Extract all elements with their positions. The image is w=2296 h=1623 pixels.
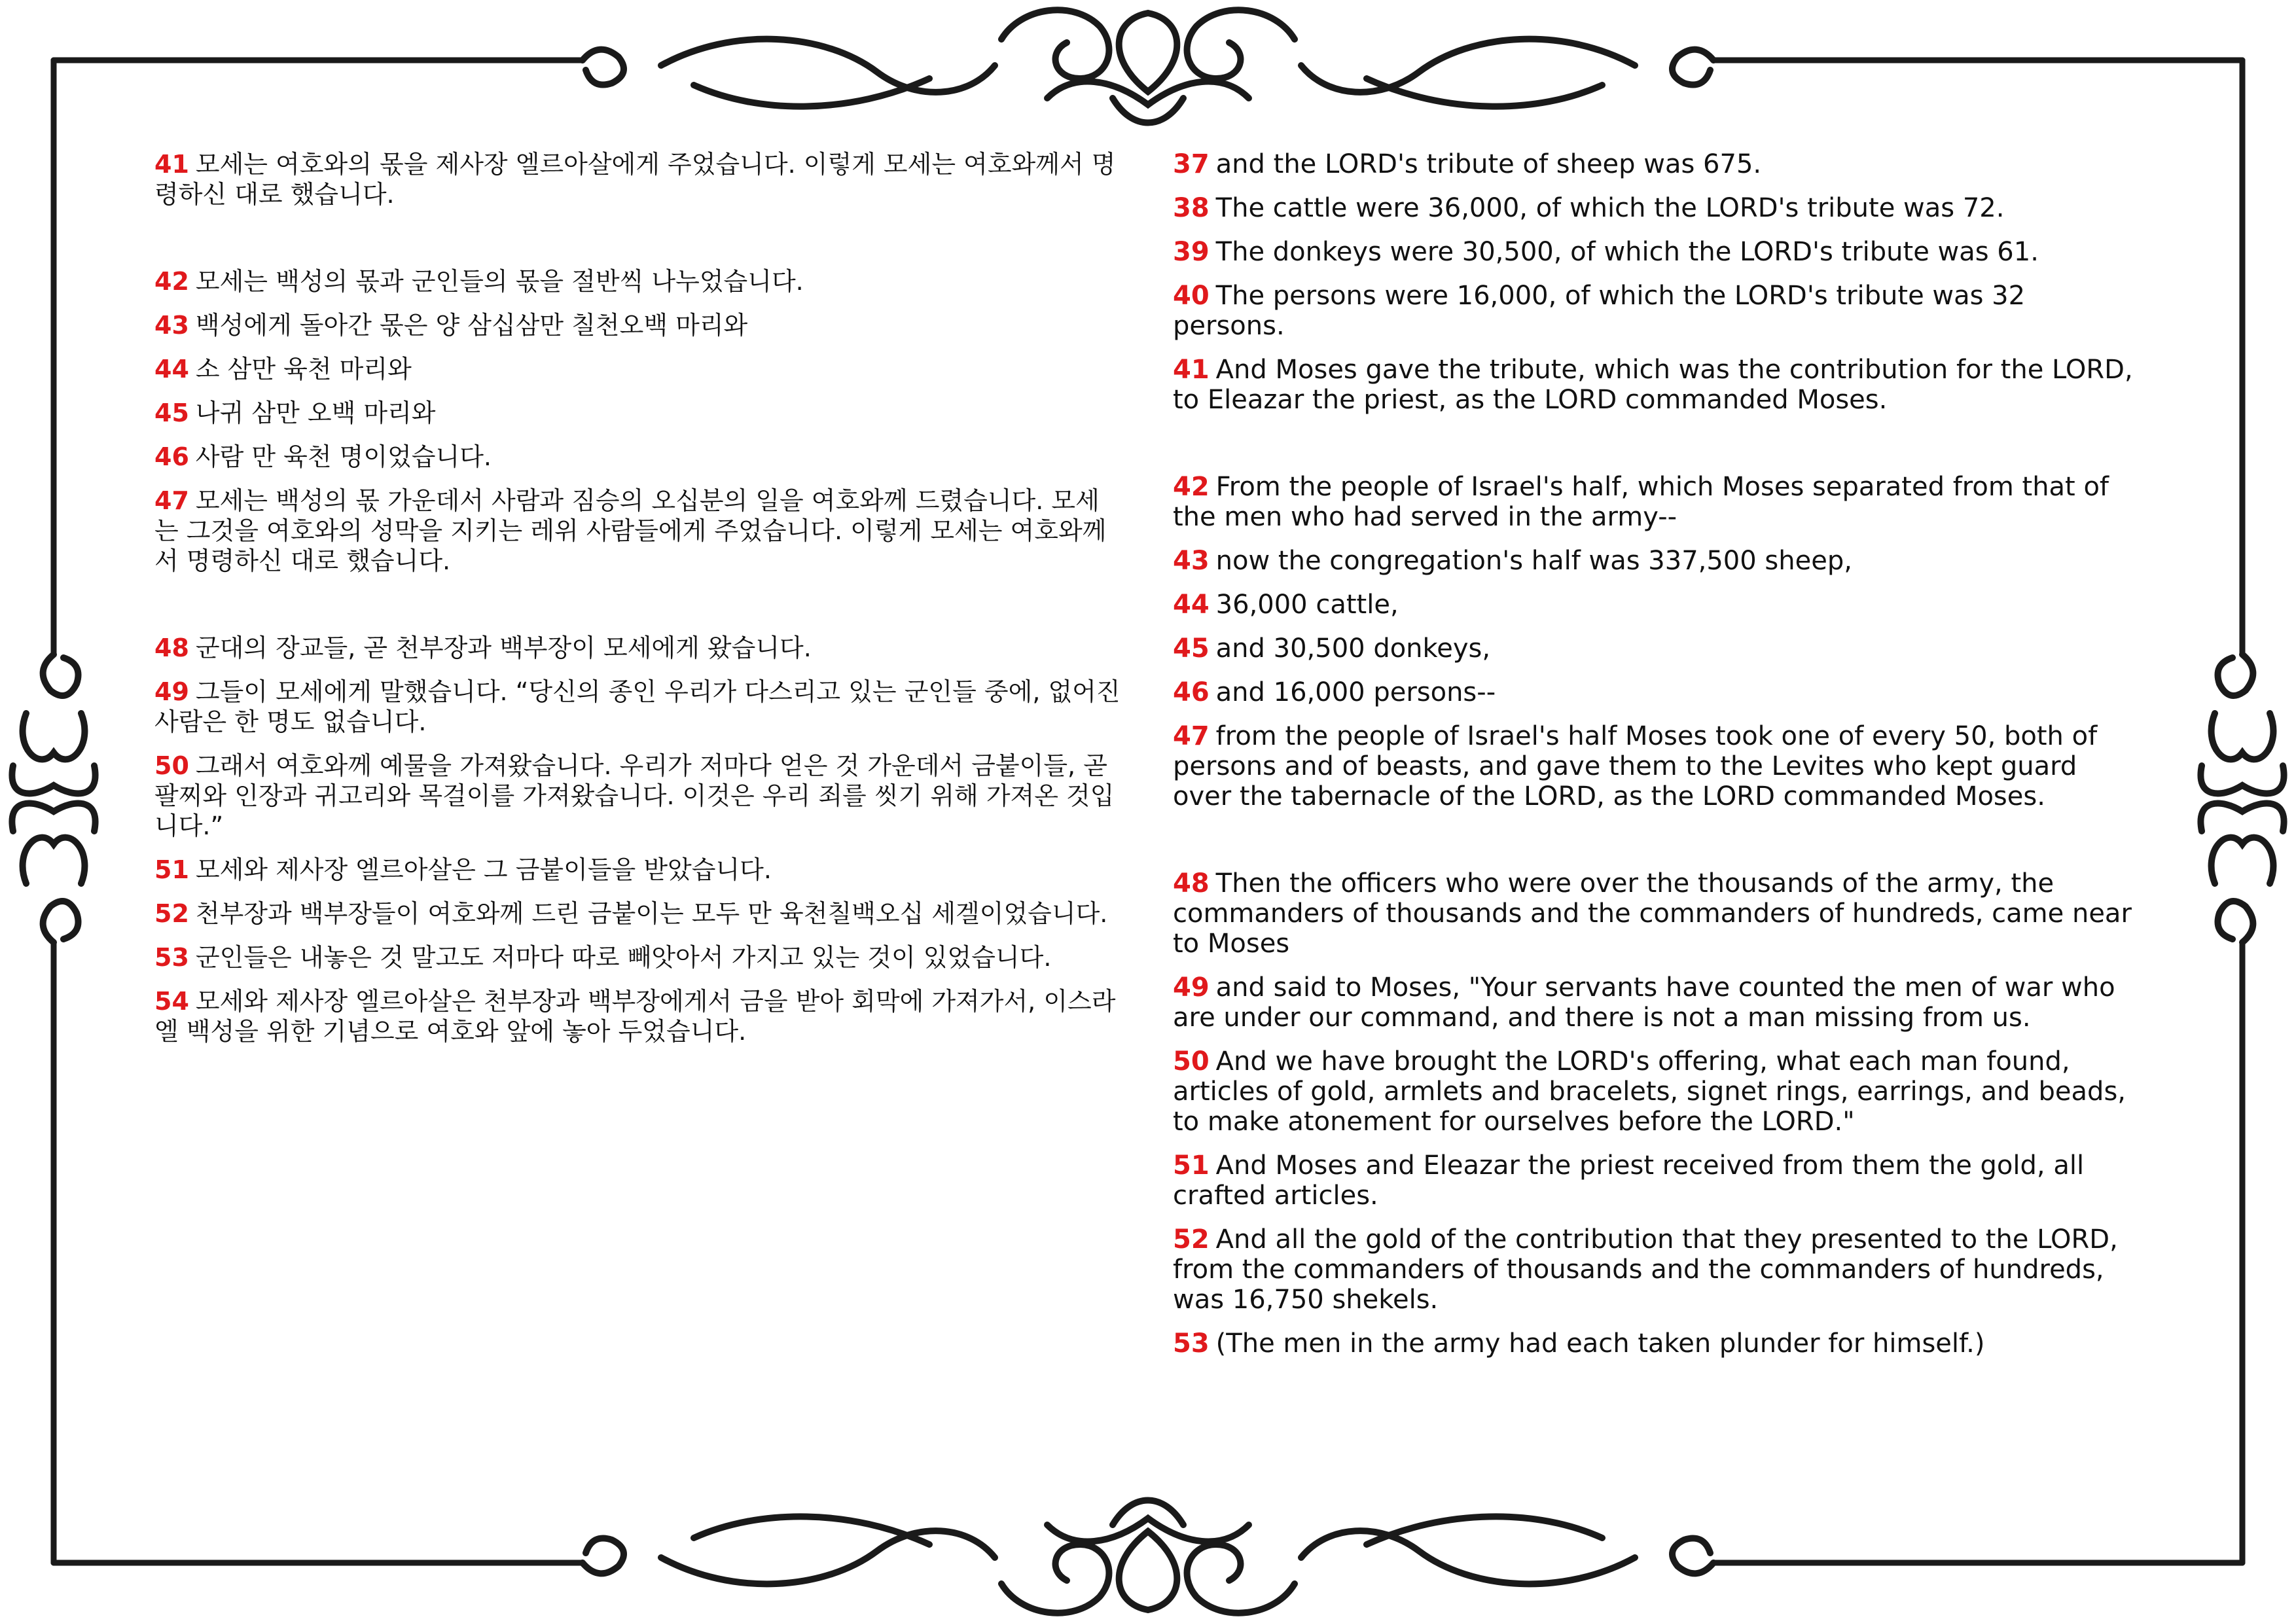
verse-ko-52 xyxy=(154,899,1123,929)
verse-en-51 xyxy=(1173,1150,2142,1211)
verse-text: 그래서 여호와께 예물을 가져왔습니다. 우리가 저마다 얻은 것 가운데서 금붙이들, 곧 팔찌와 인장과 귀고리와 목걸이를 가져왔습니다. 이것은 우리 죄를 씻기 위해 가져온 것입니다.” xyxy=(154,751,1115,840)
verse-number: 38 xyxy=(1173,193,1210,223)
korean-column xyxy=(154,149,1123,1060)
verse-text: 군대의 장교들, 곧 천부장과 백부장이 모세에게 왔습니다. xyxy=(195,633,812,662)
verse-ko-44 xyxy=(154,354,1123,384)
verse-text: 그들이 모세에게 말했습니다. “당신의 종인 우리가 다스리고 있는 군인들 중에, 없어진 사람은 한 명도 없습니다. xyxy=(154,677,1121,736)
verse-number: 47 xyxy=(1173,721,1210,751)
verse-number: 48 xyxy=(154,633,189,662)
verse-ko-53 xyxy=(154,942,1123,972)
english-column xyxy=(1173,149,2142,1372)
verse-text: from the people of Israel's half Moses took one of every 50, both of persons and of beasts, and gave them to the Levites who kept guard over the tabernacle of the LORD, as the LORD commanded Moses. xyxy=(1173,721,2098,812)
verse-number: 40 xyxy=(1173,281,1210,311)
verse-text: The cattle were 36,000, of which the LORD's tribute was 72. xyxy=(1215,193,2005,223)
verse-text: 모세와 제사장 엘르아살은 천부장과 백부장에게서 금을 받아 회막에 가져가서, 이스라엘 백성을 위한 기념으로 여호와 앞에 놓아 두었습니다. xyxy=(154,987,1116,1046)
verse-text: And Moses gave the tribute, which was the contribution for the LORD, to Eleazar the priest, as the LORD commanded Moses. xyxy=(1173,355,2133,415)
verse-ko-48 xyxy=(154,633,1123,663)
verse-ko-51 xyxy=(154,855,1123,885)
verse-text: From the people of Israel's half, which Moses separated from that of the men who had served in the army-- xyxy=(1173,472,2109,532)
verse-text: 천부장과 백부장들이 여호와께 드린 금붙이는 모두 만 육천칠백오십 세겔이었습니다. xyxy=(195,899,1108,928)
verse-number: 42 xyxy=(154,267,189,296)
verse-en-42 xyxy=(1173,472,2142,532)
verse-en-38 xyxy=(1173,193,2142,223)
verse-en-46 xyxy=(1173,677,2142,707)
verse-text: and said to Moses, "Your servants have counted the men of war who are under our command, and there is not a man missing from us. xyxy=(1173,972,2115,1033)
verse-text: And Moses and Eleazar the priest received from them the gold, all crafted articles. xyxy=(1173,1150,2085,1211)
verse-text: 모세와 제사장 엘르아살은 그 금붙이들을 받았습니다. xyxy=(195,855,772,884)
verse-en-43 xyxy=(1173,546,2142,576)
top-flourish xyxy=(583,10,1713,122)
verse-en-49 xyxy=(1173,972,2142,1033)
verse-number: 50 xyxy=(154,751,189,780)
verse-text: 소 삼만 육천 마리와 xyxy=(195,355,412,383)
verse-number: 53 xyxy=(154,943,189,972)
verse-text: 사람 만 육천 명이었습니다. xyxy=(195,442,492,471)
verse-ko-41 xyxy=(154,149,1123,209)
verse-en-37 xyxy=(1173,149,2142,179)
verse-en-48 xyxy=(1173,868,2142,959)
bottom-flourish xyxy=(583,1501,1713,1613)
verse-ko-54 xyxy=(154,986,1123,1046)
verse-ko-49 xyxy=(154,677,1123,737)
verse-text: now the congregation's half was 337,500 sheep, xyxy=(1215,546,1852,576)
verse-text: and 16,000 persons-- xyxy=(1215,677,1496,707)
left-flourish xyxy=(12,654,95,942)
verse-number: 50 xyxy=(1173,1046,1210,1077)
verse-number: 43 xyxy=(154,311,189,340)
verse-text: 군인들은 내놓은 것 말고도 저마다 따로 빼앗아서 가지고 있는 것이 있었습니다. xyxy=(195,943,1052,972)
verse-text: 36,000 cattle, xyxy=(1215,590,1399,620)
verse-number: 39 xyxy=(1173,237,1210,267)
verse-text: 모세는 백성의 몫과 군인들의 몫을 절반씩 나누었습니다. xyxy=(195,267,804,296)
verse-text: 모세는 여호와의 몫을 제사장 엘르아살에게 주었습니다. 이렇게 모세는 여호와께서 명령하신 대로 했습니다. xyxy=(154,150,1116,209)
verse-ko-45 xyxy=(154,398,1123,428)
verse-number: 44 xyxy=(1173,590,1210,620)
verse-number: 48 xyxy=(1173,868,1210,899)
verse-number: 46 xyxy=(154,442,189,471)
verse-number: 41 xyxy=(154,150,189,179)
verse-en-40 xyxy=(1173,281,2142,341)
verse-ko-43 xyxy=(154,310,1123,340)
verse-number: 42 xyxy=(1173,472,1210,502)
verse-ko-50 xyxy=(154,751,1123,841)
verse-number: 46 xyxy=(1173,677,1210,707)
verse-text: 백성에게 돌아간 몫은 양 삼십삼만 칠천오백 마리와 xyxy=(195,311,748,340)
verse-number: 49 xyxy=(154,677,189,706)
verse-text: 나귀 삼만 오백 마리와 xyxy=(195,399,436,427)
verse-number: 41 xyxy=(1173,355,1210,385)
verse-ko-46 xyxy=(154,442,1123,472)
verse-number: 37 xyxy=(1173,149,1210,179)
verse-text: (The men in the army had each taken plunder for himself.) xyxy=(1215,1329,1985,1359)
verse-number: 54 xyxy=(154,987,189,1016)
verse-number: 44 xyxy=(154,355,189,383)
verse-number: 52 xyxy=(154,899,189,928)
verse-ko-47 xyxy=(154,486,1123,576)
verse-text: And all the gold of the contribution that they presented to the LORD, from the commanders of thousands and the commanders of hundreds, was 16,750 shekels. xyxy=(1173,1224,2118,1315)
verse-en-39 xyxy=(1173,237,2142,267)
verse-en-44 xyxy=(1173,590,2142,620)
verse-en-45 xyxy=(1173,633,2142,664)
verse-number: 53 xyxy=(1173,1329,1210,1359)
verse-number: 47 xyxy=(154,486,189,515)
verse-text: and 30,500 donkeys, xyxy=(1215,633,1491,664)
verse-number: 49 xyxy=(1173,972,1210,1003)
verse-en-41 xyxy=(1173,355,2142,415)
verse-text: Then the officers who were over the thousands of the army, the commanders of thousands and the commanders of hundreds, came near to Moses xyxy=(1173,868,2132,959)
right-flourish xyxy=(2200,654,2284,942)
verse-text: The persons were 16,000, of which the LORD's tribute was 32 persons. xyxy=(1173,281,2026,341)
verse-en-52 xyxy=(1173,1224,2142,1315)
verse-text: and the LORD's tribute of sheep was 675. xyxy=(1215,149,1762,179)
verse-number: 45 xyxy=(1173,633,1210,664)
verse-en-50 xyxy=(1173,1046,2142,1137)
verse-number: 45 xyxy=(154,399,189,427)
verse-text: The donkeys were 30,500, of which the LORD's tribute was 61. xyxy=(1215,237,2039,267)
verse-en-53 xyxy=(1173,1329,2142,1359)
verse-number: 51 xyxy=(154,855,189,884)
verse-text: 모세는 백성의 몫 가운데서 사람과 짐승의 오십분의 일을 여호와께 드렸습니다. 모세는 그것을 여호와의 성막을 지키는 레위 사람들에게 주었습니다. 이렇게 모세는 여호와께서 명령하신 대로 했습니다. xyxy=(154,486,1107,575)
verse-ko-42 xyxy=(154,266,1123,296)
verse-en-47 xyxy=(1173,721,2142,812)
verse-text: And we have brought the LORD's offering, what each man found, articles of gold, armlets and bracelets, signet rings, earrings, and beads, to make atonement for ourselves before the LORD." xyxy=(1173,1046,2126,1137)
verse-number: 52 xyxy=(1173,1224,1210,1255)
verse-number: 43 xyxy=(1173,546,1210,576)
verse-number: 51 xyxy=(1173,1150,1210,1181)
